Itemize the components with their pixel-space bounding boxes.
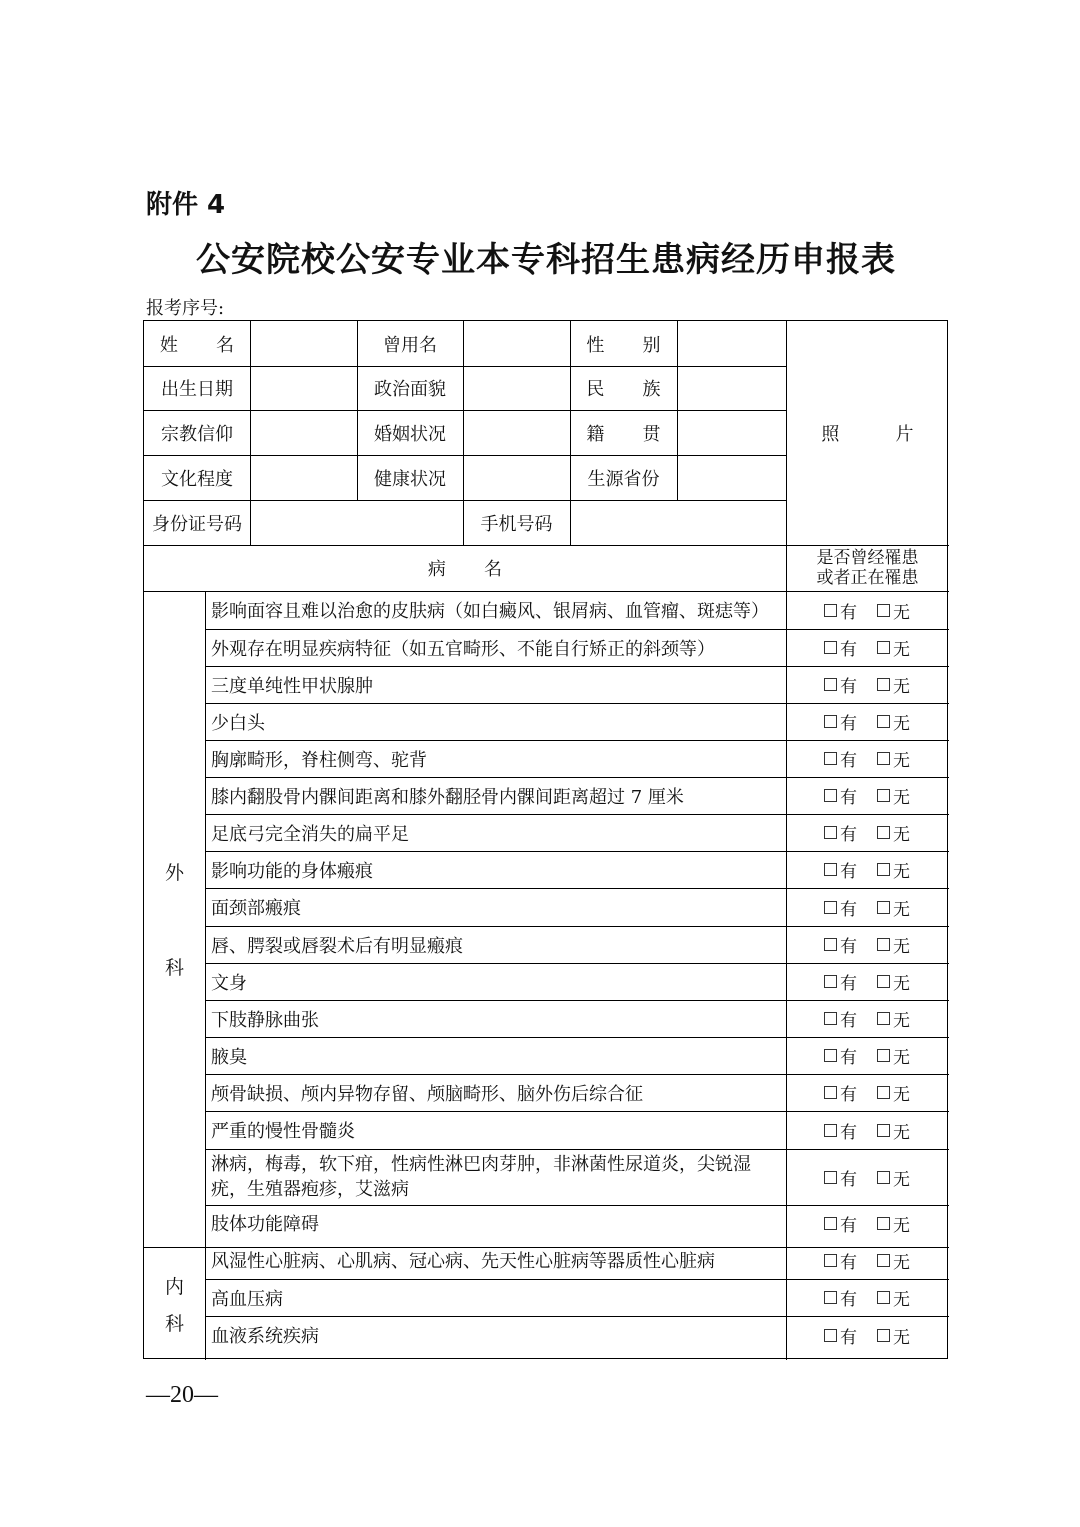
phone-number-label: 手机号码 [480,513,553,535]
education-label: 文化程度 [161,468,233,490]
former-name-input[interactable] [463,321,570,366]
checkbox-icon[interactable] [824,1012,837,1025]
status-header [786,545,949,591]
history-options [786,1316,948,1354]
checkbox-icon[interactable] [824,1291,837,1304]
no-option[interactable] [877,709,910,734]
checkbox-icon[interactable] [824,1086,837,1099]
no-label: 无 [893,640,910,660]
internal-category [144,1247,205,1360]
declaration-form-table [143,320,948,1359]
yes-option[interactable] [824,895,857,920]
yes-label: 有 [840,1085,857,1105]
yes-label: 有 [840,1215,857,1236]
no-option[interactable] [877,1211,910,1236]
history-options [786,1111,948,1149]
checkbox-icon[interactable] [824,1049,837,1062]
checkbox-icon[interactable] [877,1217,890,1230]
history-options [786,740,948,777]
checkbox-icon[interactable] [824,678,837,691]
disease-name: 肢体功能障碍 [211,1214,319,1235]
birth-date-input[interactable] [250,366,357,410]
disease-name: 少白头 [211,712,265,734]
disease-name: 胸廓畸形，脊柱侧弯、驼背 [211,749,427,771]
yes-label: 有 [840,751,857,771]
marital-status-input[interactable] [463,410,570,455]
no-option[interactable] [877,672,910,697]
disease-name: 三度单纯性甲状腺肿 [211,675,373,697]
yes-option[interactable] [824,857,857,882]
no-option[interactable] [877,969,910,994]
political-status-label: 政治面貌 [374,379,446,400]
disease-name: 血液系统疾病 [211,1326,319,1347]
religion-label: 宗教信仰 [161,423,233,445]
history-options [786,1037,948,1074]
attachment-label: 附件 4 [146,190,226,220]
serial-number-label: 报考序号: [146,298,225,319]
checkbox-icon[interactable] [877,789,890,802]
checkbox-icon[interactable] [824,1124,837,1137]
no-label: 无 [893,677,910,697]
surgery-category-char2: 科 [164,957,184,979]
no-label: 无 [893,714,910,734]
disease-name: 高血压病 [211,1288,283,1310]
source-province-label: 生源省份 [587,468,660,490]
form-title: 公安院校公安专业本专科招生患病经历申报表 [196,240,896,280]
yes-option[interactable] [824,635,857,660]
history-options [786,851,948,888]
no-option[interactable] [877,1080,910,1105]
no-option[interactable] [877,1285,910,1310]
checkbox-icon[interactable] [877,715,890,728]
no-label: 无 [893,1252,910,1273]
no-label: 无 [893,974,910,994]
yes-option[interactable] [824,1006,857,1031]
no-label: 无 [893,899,910,920]
history-options [786,1205,948,1241]
no-option[interactable] [877,932,910,957]
surgery-category [144,591,205,1247]
yes-label: 有 [840,1327,857,1348]
phone-number-input[interactable] [570,500,786,545]
checkbox-icon[interactable] [824,863,837,876]
status-header-line2: 或者正在罹患 [816,568,919,588]
checkbox-icon[interactable] [877,1012,890,1025]
checkbox-icon[interactable] [824,715,837,728]
disease-name: 淋病，梅毒，软下疳，性病性淋巴肉芽肿，非淋菌性尿道炎，尖锐湿疣，生殖器疱疹，艾滋病 [211,1154,751,1200]
former-name-label: 曾用名 [383,334,437,356]
history-options [786,777,948,814]
checkbox-icon[interactable] [877,975,890,988]
internal-category-char2: 科 [164,1312,184,1335]
ethnicity-input[interactable] [677,366,786,410]
checkbox-icon[interactable] [824,1217,837,1230]
history-options [786,1000,948,1037]
checkbox-icon[interactable] [877,1086,890,1099]
no-label: 无 [893,1290,910,1310]
checkbox-icon[interactable] [877,678,890,691]
yes-option[interactable] [824,783,857,808]
history-options [786,1241,948,1279]
disease-name: 面颈部瘢痕 [211,898,301,919]
ethnicity-label: 民 族 [586,379,677,400]
source-province-input[interactable] [677,455,786,500]
checkbox-icon[interactable] [877,1329,890,1342]
yes-option[interactable] [824,1285,857,1310]
no-option[interactable] [877,1118,910,1143]
yes-label: 有 [840,640,857,660]
yes-option[interactable] [824,598,857,623]
yes-option[interactable] [824,709,857,734]
no-option[interactable] [877,820,910,845]
history-options [786,703,948,740]
no-option[interactable] [877,746,910,771]
yes-option[interactable] [824,1211,857,1236]
no-label: 无 [893,602,910,623]
checkbox-icon[interactable] [877,826,890,839]
education-input[interactable] [250,455,357,500]
history-options [786,629,948,666]
religion-input[interactable] [250,410,357,455]
yes-label: 有 [840,974,857,994]
history-options [786,963,948,1000]
native-place-input[interactable] [677,410,786,455]
yes-option[interactable] [824,746,857,771]
page-number: —20— [146,1382,218,1408]
disease-name: 影响功能的身体瘢痕 [211,860,373,882]
no-label: 无 [893,751,910,771]
native-place-label: 籍 贯 [586,423,677,445]
history-options [786,1074,948,1111]
disease-name: 外观存在明显疾病特征（如五官畸形、不能自行矫正的斜颈等） [211,638,715,660]
id-number-input[interactable] [250,500,463,545]
yes-label: 有 [840,899,857,920]
no-option[interactable] [877,635,910,660]
history-options [786,1279,948,1316]
yes-option[interactable] [824,672,857,697]
checkbox-icon[interactable] [824,901,837,914]
yes-label: 有 [840,1252,857,1273]
history-options [786,888,948,926]
checkbox-icon[interactable] [877,938,890,951]
history-options [786,926,948,963]
disease-name: 风湿性心脏病、心肌病、冠心病、先天性心脏病等器质性心脏病 [211,1251,715,1272]
checkbox-icon[interactable] [877,863,890,876]
checkbox-icon[interactable] [877,901,890,914]
checkbox-icon[interactable] [877,1291,890,1304]
checkbox-icon[interactable] [824,641,837,654]
id-number-label: 身份证号码 [152,513,242,535]
checkbox-icon[interactable] [824,1254,837,1267]
gender-input[interactable] [677,321,786,366]
disease-name: 足底弓完全消失的扁平足 [211,823,409,845]
no-option[interactable] [877,895,910,920]
no-label: 无 [893,1215,910,1236]
disease-name-header: 病 名 [427,559,519,580]
yes-option[interactable] [824,932,857,957]
disease-name: 下肢静脉曲张 [211,1009,319,1031]
no-option[interactable] [877,1006,910,1031]
yes-label: 有 [840,602,857,623]
disease-name: 文身 [211,972,247,994]
yes-option[interactable] [824,1323,857,1348]
no-label: 无 [893,1327,910,1348]
disease-name: 膝内翻股骨内髁间距离和膝外翻胫骨内髁间距离超过 7 厘米 [211,786,684,808]
no-option[interactable] [877,783,910,808]
disease-name: 颅骨缺损、颅内异物存留、颅脑畸形、脑外伤后综合征 [211,1083,643,1105]
health-status-label: 健康状况 [374,468,446,490]
no-label: 无 [893,862,910,882]
yes-option[interactable] [824,1118,857,1143]
checkbox-icon[interactable] [877,1049,890,1062]
no-label: 无 [893,1011,910,1031]
political-status-input[interactable] [463,366,570,410]
yes-label: 有 [840,937,857,957]
yes-label: 有 [840,862,857,882]
no-label: 无 [893,1085,910,1105]
no-option[interactable] [877,1043,910,1068]
checkbox-icon[interactable] [877,1124,890,1137]
no-option[interactable] [877,1323,910,1348]
history-options [786,666,948,703]
yes-label: 有 [840,1169,857,1190]
no-label: 无 [893,937,910,957]
yes-label: 有 [840,677,857,697]
surgery-category-char1: 外 [164,862,184,884]
no-option[interactable] [877,1165,910,1190]
yes-option[interactable] [824,1080,857,1105]
checkbox-icon[interactable] [877,604,890,617]
health-status-input[interactable] [463,455,570,500]
yes-option[interactable] [824,1248,857,1273]
checkbox-icon[interactable] [877,1254,890,1267]
gender-label: 性 别 [586,334,677,356]
disease-name: 腋臭 [211,1046,247,1068]
history-options [786,814,948,851]
internal-category-char1: 内 [164,1275,184,1298]
marital-status-label: 婚姻状况 [374,423,446,445]
no-label: 无 [893,1169,910,1190]
yes-label: 有 [840,714,857,734]
checkbox-icon[interactable] [824,1329,837,1342]
checkbox-icon[interactable] [824,938,837,951]
checkbox-icon[interactable] [824,752,837,765]
no-label: 无 [893,825,910,845]
no-option[interactable] [877,598,910,623]
name-input[interactable] [250,321,357,366]
yes-label: 有 [840,788,857,808]
no-option[interactable] [877,1248,910,1273]
yes-option[interactable] [824,1043,857,1068]
yes-label: 有 [840,1048,857,1068]
yes-option[interactable] [824,1165,857,1190]
birth-date-label: 出生日期 [161,379,233,400]
name-label: 姓 名 [159,334,251,356]
history-options [786,591,948,629]
disease-name: 严重的慢性骨髓炎 [211,1121,355,1142]
checkbox-icon[interactable] [824,975,837,988]
no-option[interactable] [877,857,910,882]
checkbox-icon[interactable] [877,752,890,765]
checkbox-icon[interactable] [824,1171,837,1184]
checkbox-icon[interactable] [824,604,837,617]
checkbox-icon[interactable] [824,826,837,839]
no-label: 无 [893,1122,910,1143]
yes-option[interactable] [824,969,857,994]
yes-label: 有 [840,1290,857,1310]
checkbox-icon[interactable] [877,641,890,654]
checkbox-icon[interactable] [877,1171,890,1184]
yes-label: 有 [840,1011,857,1031]
disease-name: 唇、腭裂或唇裂术后有明显瘢痕 [211,935,463,957]
photo-area[interactable]: 照 片 [821,424,939,445]
no-label: 无 [893,1048,910,1068]
history-options [786,1149,948,1205]
status-header-line1: 是否曾经罹患 [816,548,919,568]
checkbox-icon[interactable] [824,789,837,802]
no-label: 无 [893,788,910,808]
yes-label: 有 [840,1122,857,1143]
yes-label: 有 [840,825,857,845]
yes-option[interactable] [824,820,857,845]
disease-name: 影响面容且难以治愈的皮肤病（如白癜风、银屑病、血管瘤、斑痣等） [211,601,769,622]
